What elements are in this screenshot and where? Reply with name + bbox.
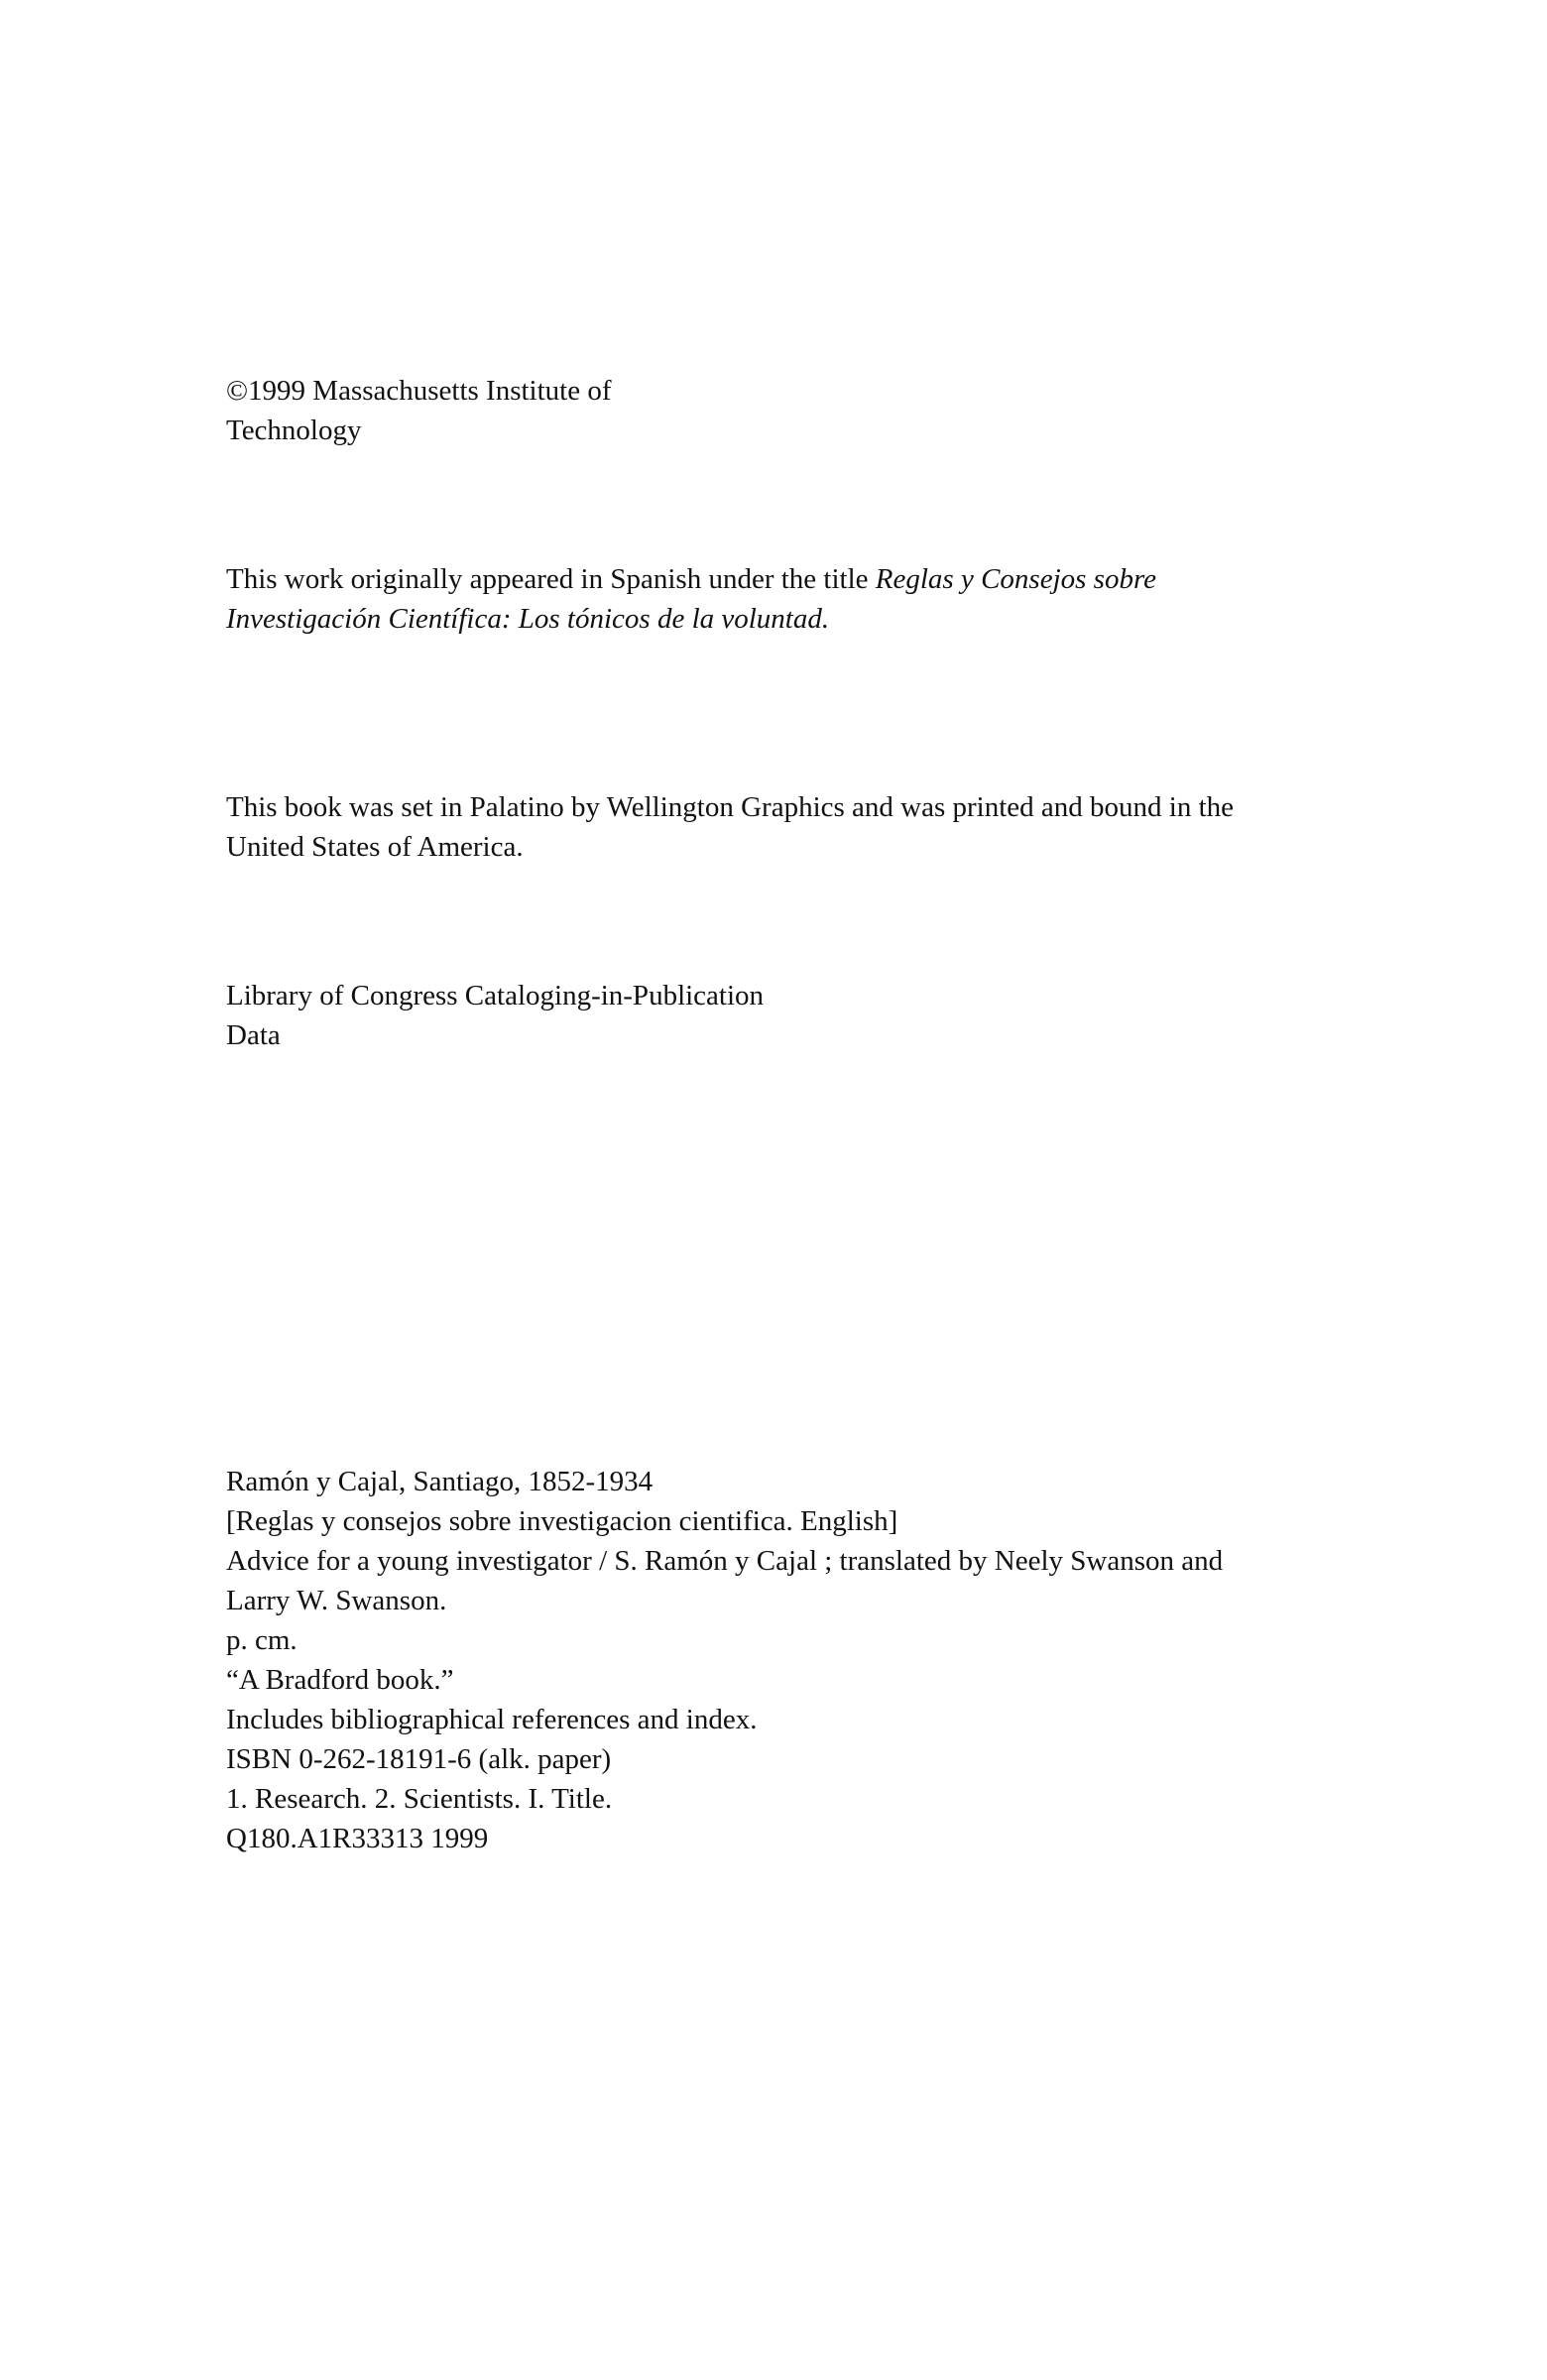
cip-author: Ramón y Cajal, Santiago, 1852-1934	[226, 1466, 654, 1497]
printing-note	[226, 787, 1327, 867]
cip-heading-line-1: Library of Congress Cataloging-in-Publication	[226, 980, 765, 1012]
cip-heading-line-2: Data	[226, 1019, 281, 1051]
cip-physical-description: p. cm.	[226, 1624, 298, 1656]
original-title-part-1: Reglas y Consejos sobre	[875, 563, 1157, 595]
cip-bibliography-note: Includes bibliographical references and index.	[226, 1704, 758, 1735]
printing-note-line-2: United States of America.	[226, 831, 524, 863]
cip-heading	[226, 976, 1327, 1055]
cip-record	[226, 1462, 1327, 1858]
cip-call-number: Q180.A1R33313 1999	[226, 1823, 489, 1854]
original-note-line-2	[226, 599, 1327, 639]
copyright-notice	[226, 371, 682, 450]
cip-title-line-2: Larry W. Swanson.	[226, 1585, 447, 1616]
copyright-line-2: Technology	[226, 415, 362, 446]
printing-note-line-1: This book was set in Palatino by Wellington Graphics and was printed and bound in the	[226, 791, 1235, 823]
cip-title-line-1: Advice for a young investigator / S. Ramón y Cajal ; translated by Neely Swanson and	[226, 1545, 1224, 1577]
cip-series-note: “A Bradford book.”	[226, 1664, 454, 1696]
cip-uniform-title: [Reglas y consejos sobre investigacion cientifica. English]	[226, 1505, 898, 1537]
original-note-line-1	[226, 559, 1327, 599]
cip-subjects: 1. Research. 2. Scientists. I. Title.	[226, 1783, 613, 1815]
original-title-part-2: Investigación Científica: Los tónicos de la voluntad.	[226, 603, 830, 635]
cip-isbn: ISBN 0-262-18191-6 (alk. paper)	[226, 1743, 612, 1775]
original-note-prefix: This work originally appeared in Spanish under the title	[226, 563, 876, 595]
original-edition-note	[226, 559, 1327, 639]
copyright-line-1: ©1999 Massachusetts Institute of	[226, 375, 612, 407]
